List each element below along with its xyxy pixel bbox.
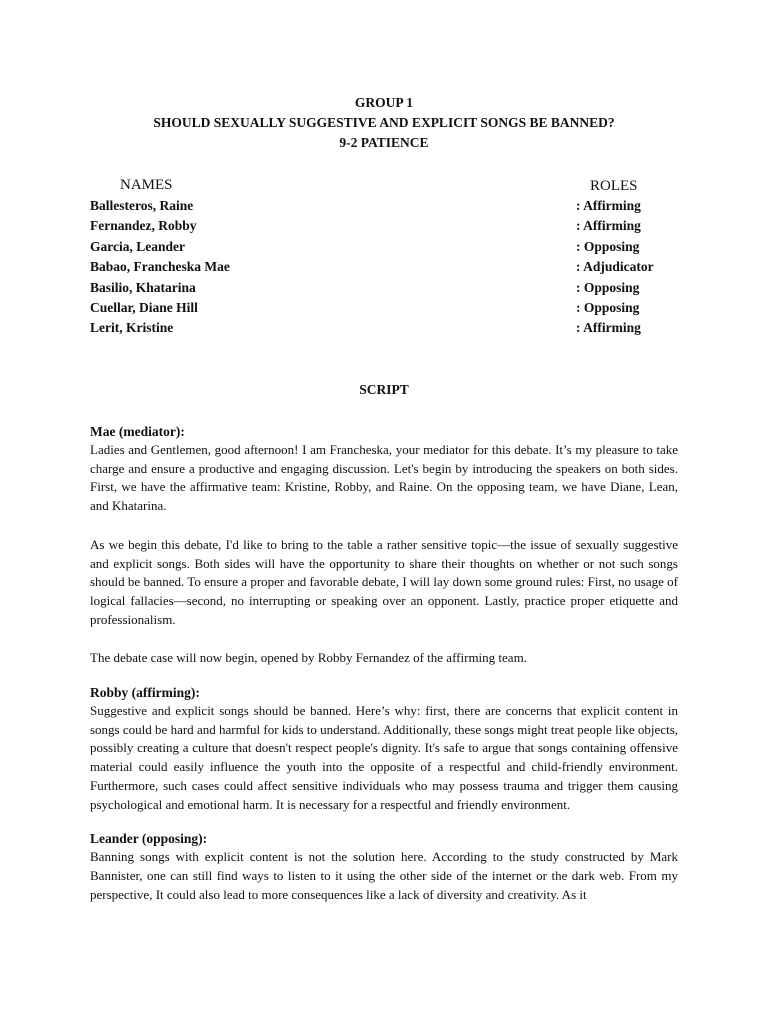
debate-question: SHOULD SEXUALLY SUGGESTIVE AND EXPLICIT SONGS BE BANNED? xyxy=(153,115,615,130)
script-paragraph: Ladies and Gentlemen, good afternoon! I am Francheska, your mediator for this debate. It’s my pleasure to take charge and ensure a productive and engaging discussion. Let's begin by introducing the speakers on both sides. First, we have the affirmative team: Kristine, Robby, and Raine. On the opposing team, we have Diane, Lean, and Khatarina. xyxy=(90,442,678,514)
roster-row xyxy=(90,237,680,257)
speaker-label: Leander (opposing): xyxy=(90,831,208,847)
script-heading: SCRIPT xyxy=(359,382,409,397)
member-roster xyxy=(90,196,680,339)
member-name: Basilio, Khatarina xyxy=(90,279,196,295)
paragraph-gap xyxy=(90,668,678,683)
script-body xyxy=(90,422,678,904)
script-paragraph: The debate case will now begin, opened by Robby Fernandez of the affirming team. xyxy=(90,650,527,666)
roster-row xyxy=(90,298,680,318)
roster-row xyxy=(90,278,680,298)
member-name: Babao, Francheska Mae xyxy=(90,259,230,275)
member-role: : Opposing xyxy=(576,238,640,254)
script-paragraph: Banning songs with explicit content is not the solution here. According to the study constructed by Mark Bannister, one can still find ways to listen to it using the other side of the internet or the dark web. From my perspective, It could also lead to more consequences like a lack of diversity and creativity. As it xyxy=(90,849,678,902)
names-column-heading: NAMES xyxy=(120,177,173,193)
member-role: : Opposing xyxy=(576,299,640,315)
speaker-label: Mae (mediator): xyxy=(90,424,185,439)
roster-row xyxy=(90,257,680,277)
member-name: Lerit, Kristine xyxy=(90,320,174,336)
roster-row xyxy=(90,196,680,216)
member-role: : Affirming xyxy=(576,218,641,234)
group-heading: GROUP 1 xyxy=(354,95,414,110)
speaker-label: Robby (affirming): xyxy=(90,685,200,701)
paragraph-gap xyxy=(90,629,678,649)
member-name: Garcia, Leander xyxy=(90,238,185,254)
member-role: : Affirming xyxy=(576,320,641,336)
member-name: Ballesteros, Raine xyxy=(90,198,194,213)
paragraph-gap xyxy=(90,814,678,829)
paragraph-gap xyxy=(90,516,678,536)
roster-row xyxy=(90,216,680,236)
member-role: : Adjudicator xyxy=(576,259,654,275)
roster-row xyxy=(90,318,680,338)
roles-column-heading: ROLES xyxy=(590,178,638,194)
member-role: : Affirming xyxy=(576,198,641,213)
script-paragraph: As we begin this debate, I'd like to bring to the table a rather sensitive topic—the issue of sexually suggestive and explicit songs. Both sides will have the opportunity to share their thoughts on whether or not such songs should be banned. To ensure a proper and favorable debate, I will lay down some ground rules: First, no usage of logical fallacies—second, no interrupting or speaking over an opponent. Lastly, practice proper etiquette and professionalism. xyxy=(90,536,678,627)
script-paragraph: Suggestive and explicit songs should be banned. Here’s why: first, there are concerns that explicit content in songs could be hard and harmful for kids to understand. Additionally, these songs might treat people like objects, possibly creating a culture that doesn't respect people's dignity. It's safe to argue that songs containing offensive material could easily influence the youth into the opposite of a respectful and child-friendly environment. Furthermore, such cases could affect sensitive individuals who may possess trauma and trigger them causing psychological and emotional harm. It is necessary for a respectful and friendly environment. xyxy=(90,703,678,812)
section-label: 9-2 PATIENCE xyxy=(339,135,429,150)
member-name: Cuellar, Diane Hill xyxy=(90,299,198,315)
member-name: Fernandez, Robby xyxy=(90,218,197,234)
member-role: : Opposing xyxy=(576,279,640,295)
